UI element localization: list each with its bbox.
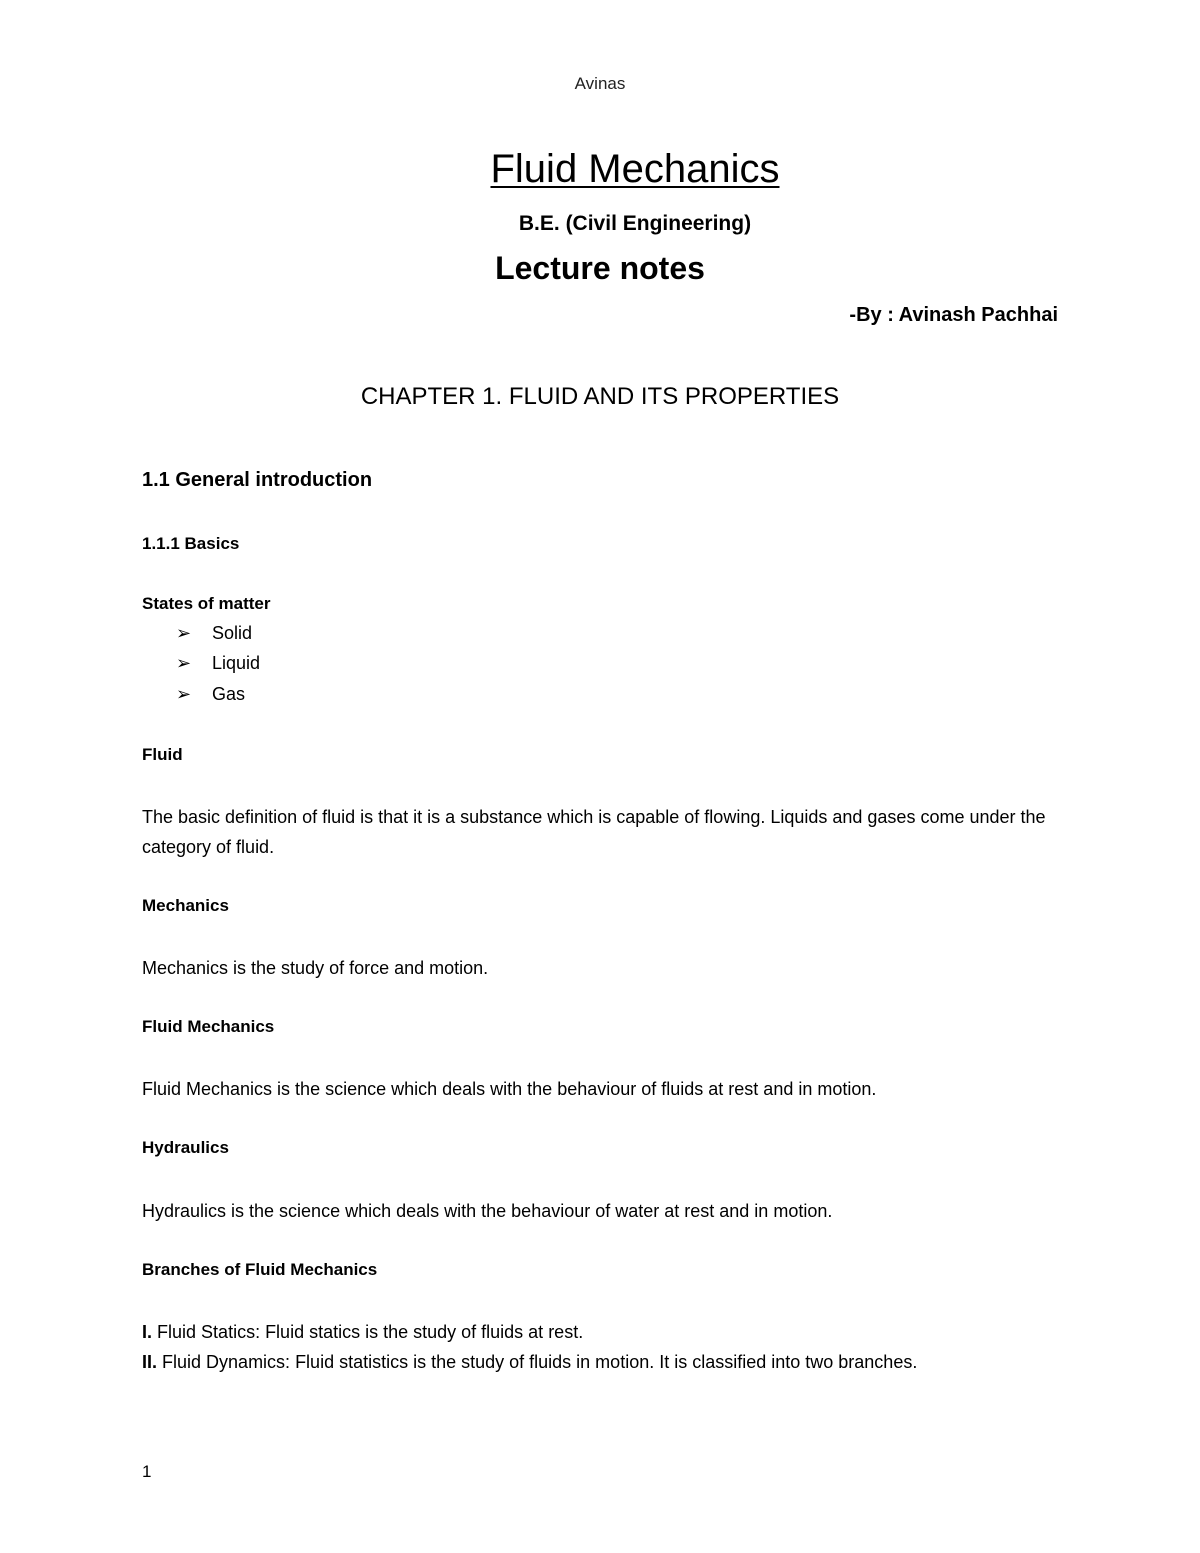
states-of-matter-label: States of matter <box>142 594 271 613</box>
list-item-text: Liquid <box>212 653 261 673</box>
arrowhead-bullet-icon: ➢ <box>176 653 192 673</box>
section-heading: 1.1 General introduction <box>142 469 373 491</box>
list-item-text: Gas <box>212 684 246 704</box>
mechanics-definition: Mechanics is the study of force and motion. <box>142 958 489 978</box>
author-line: -By : Avinash Pachhai <box>849 304 1058 326</box>
branch-number: I. <box>142 1322 153 1342</box>
arrowhead-bullet-icon: ➢ <box>176 684 192 704</box>
running-header: Avinas <box>574 74 626 93</box>
chapter-heading: CHAPTER 1. FLUID AND ITS PROPERTIES <box>360 383 840 410</box>
branches-label: Branches of Fluid Mechanics <box>142 1260 378 1279</box>
branch-number: II. <box>142 1352 158 1372</box>
arrowhead-bullet-icon: ➢ <box>176 623 192 643</box>
list-item <box>176 684 245 705</box>
fluid-definition: The basic definition of fluid is that it is a substance which is capable of flowing. Liquids and gases come under the category of fluid. <box>142 807 1046 857</box>
hydraulics-definition: Hydraulics is the science which deals with the behaviour of water at rest and in motion. <box>142 1201 833 1221</box>
fluid-label: Fluid <box>142 745 183 764</box>
branch-item <box>142 1317 583 1347</box>
page-number: 1 <box>142 1462 152 1481</box>
branch-text: Fluid Statics: Fluid statics is the study of fluids at rest. <box>157 1322 584 1342</box>
lecture-notes-heading: Lecture notes <box>495 250 705 286</box>
list-item-text: Solid <box>212 623 253 643</box>
document-title: Fluid Mechanics <box>490 147 780 191</box>
list-item <box>176 623 252 644</box>
mechanics-label: Mechanics <box>142 896 229 915</box>
hydraulics-label: Hydraulics <box>142 1138 229 1157</box>
subsection-heading: 1.1.1 Basics <box>142 534 240 553</box>
list-item <box>176 653 260 674</box>
document-subtitle: B.E. (Civil Engineering) <box>518 212 752 235</box>
fluid-mechanics-definition: Fluid Mechanics is the science which deals with the behaviour of fluids at rest and in motion. <box>142 1079 877 1099</box>
branch-item <box>142 1347 917 1377</box>
branch-text: Fluid Dynamics: Fluid statistics is the study of fluids in motion. It is classified into two branches. <box>162 1352 918 1372</box>
fluid-mechanics-label: Fluid Mechanics <box>142 1017 275 1036</box>
